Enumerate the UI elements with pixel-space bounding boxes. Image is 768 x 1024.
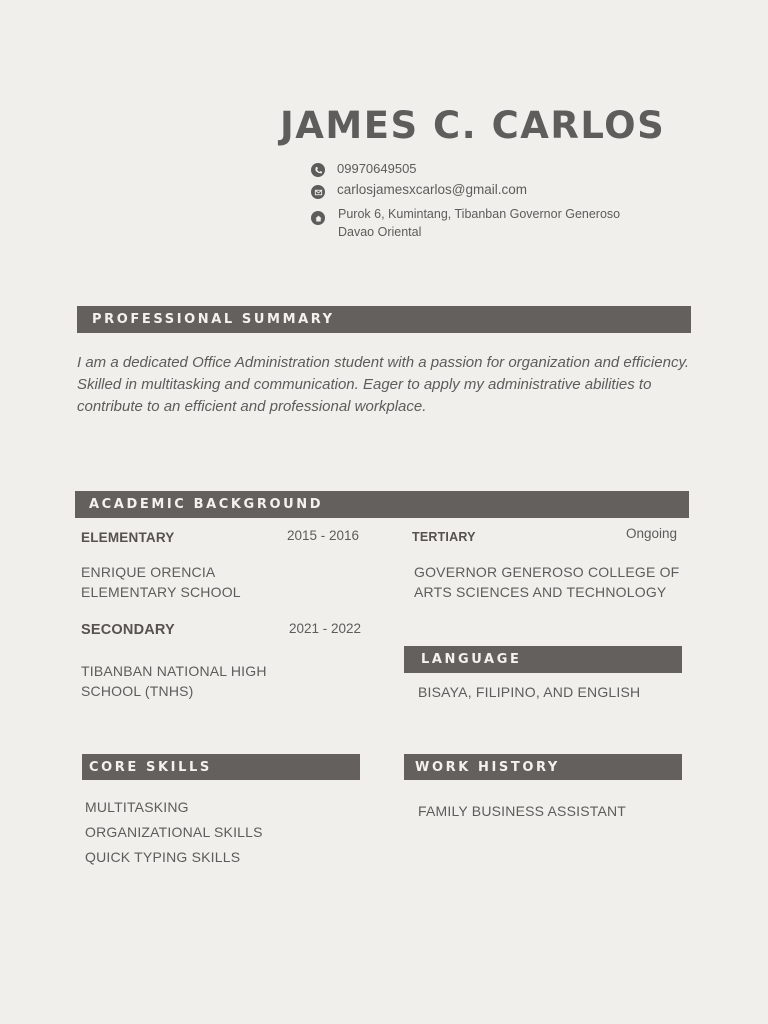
secondary-level: SECONDARY — [81, 622, 175, 638]
secondary-school-line-1: TIBANBAN NATIONAL HIGH — [81, 663, 267, 679]
candidate-name: JAMES C. CARLOS — [280, 104, 666, 147]
secondary-school — [81, 661, 267, 701]
academic-heading: ACADEMIC BACKGROUND — [89, 497, 324, 512]
summary-text: I am a dedicated Office Administration student with a passion for organization and efficiency. Skilled in multitasking and communication. Eager to apply my administrative abilities to contribute to an efficient and professional workplace. — [77, 354, 689, 415]
summary-heading: PROFESSIONAL SUMMARY — [92, 312, 335, 327]
academic-heading-bar — [75, 491, 689, 518]
work-item: FAMILY BUSINESS ASSISTANT — [418, 803, 627, 819]
elementary-school — [81, 562, 241, 602]
skills-heading: CORE SKILLS — [89, 759, 212, 775]
summary-heading-bar — [77, 306, 691, 333]
tertiary-school-line-2: ARTS SCIENCES AND TECHNOLOGY — [414, 584, 667, 600]
language-heading: LANGUAGE — [421, 652, 522, 667]
language-heading-bar — [404, 646, 682, 673]
skill-item: ORGANIZATIONAL SKILLS — [85, 824, 263, 840]
elementary-level: ELEMENTARY — [81, 530, 175, 545]
skills-heading-bar — [82, 754, 360, 780]
work-heading: WORK HISTORY — [415, 759, 560, 775]
email-address[interactable]: carlosjamesxcarlos@gmail.com — [337, 182, 528, 197]
contact-phone — [311, 160, 417, 178]
home-icon — [311, 211, 325, 225]
phone-icon — [311, 163, 325, 177]
skills-list — [85, 797, 263, 867]
tertiary-level: TERTIARY — [412, 530, 476, 544]
tertiary-years: Ongoing — [626, 526, 678, 541]
address-line-1: Purok 6, Kumintang, Tibanban Governor Generoso — [338, 207, 621, 221]
language-text: BISAYA, FILIPINO, AND ENGLISH — [418, 684, 641, 700]
tertiary-school-line-1: GOVERNOR GENEROSO COLLEGE OF — [414, 564, 680, 580]
contact-address — [311, 205, 620, 241]
secondary-years: 2021 - 2022 — [289, 621, 362, 636]
elementary-school-line-2: ELEMENTARY SCHOOL — [81, 584, 241, 600]
mail-icon — [311, 185, 325, 199]
secondary-school-line-2: SCHOOL (TNHS) — [81, 683, 194, 699]
address-line-2: Davao Oriental — [338, 225, 422, 239]
phone-number: 09970649505 — [337, 161, 417, 176]
skill-item: MULTITASKING — [85, 799, 189, 815]
contact-email — [311, 181, 527, 199]
tertiary-school — [414, 562, 679, 602]
elementary-years: 2015 - 2016 — [287, 528, 360, 543]
work-heading-bar — [404, 754, 682, 780]
skill-item: QUICK TYPING SKILLS — [85, 849, 241, 865]
elementary-school-line-1: ENRIQUE ORENCIA — [81, 564, 216, 580]
